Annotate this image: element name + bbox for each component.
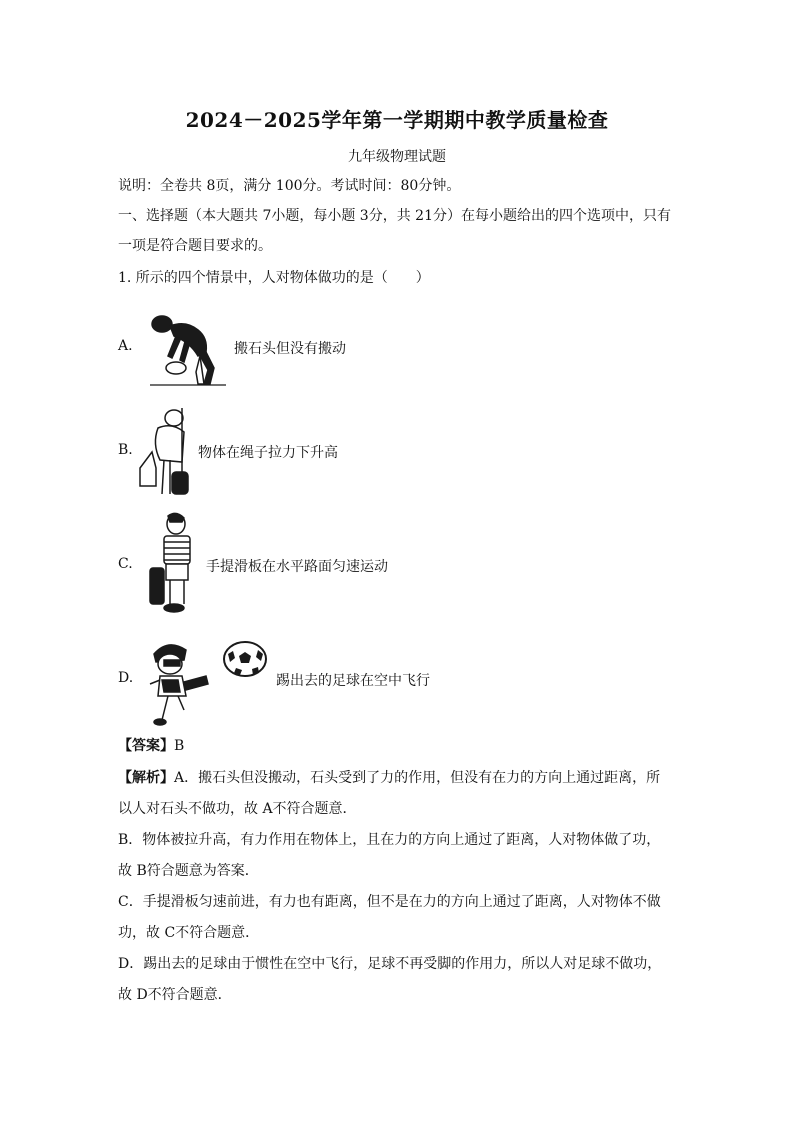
answer-label: 【答案】 <box>118 738 174 754</box>
page-subtitle: 九年级物理试题 <box>348 149 446 165</box>
option-a-letter: A. <box>118 338 133 354</box>
analysis-line-3: B．物体被拉升高，有力作用在物体上，且在力的方向上通过了距离，人对物体做了功， <box>118 832 661 848</box>
section-instruction-line-2: 一项是符合题目要求的。 <box>118 238 272 254</box>
boy-kicking-football-icon <box>144 640 212 726</box>
page-title: 2024－2025学年第一学期期中教学质量检查 <box>185 108 609 132</box>
option-d-letter: D. <box>118 670 134 686</box>
option-c-letter: C. <box>118 556 133 572</box>
boy-carrying-skateboard-icon <box>146 512 204 616</box>
analysis-line-4: 故 B符合题意为答案． <box>118 863 259 879</box>
analysis-line-8: 故 D不符合题意． <box>118 987 232 1003</box>
section-instruction-line-1: 一、选择题（本大题共 7小题，每小题 3分，共 21分）在每小题给出的四个选项中，只有 <box>118 208 671 224</box>
analysis-text-1: A．搬石头但没搬动，石头受到了力的作用，但没有在力的方向上通过距离，所 <box>174 770 661 786</box>
analysis-label: 【解析】 <box>118 770 174 786</box>
option-b-letter: B. <box>118 442 133 458</box>
option-a-text: 搬石头但没有搬动 <box>234 341 346 357</box>
analysis-line-1 <box>118 768 678 788</box>
answer-value: B <box>174 738 185 754</box>
question-stem: 1. 所示的四个情景中，人对物体做功的是（ ） <box>118 270 430 286</box>
analysis-line-5: C．手提滑板匀速前进，有力也有距离，但不是在力的方向上通过了距离，人对物体不做 <box>118 894 661 910</box>
answer-line <box>118 736 678 756</box>
person-pulling-rope-icon <box>138 408 200 498</box>
analysis-line-6: 功，故 C不符合题意． <box>118 925 260 941</box>
person-lifting-stone-icon <box>146 312 230 388</box>
option-b-text: 物体在绳子拉力下升高 <box>198 445 338 461</box>
football-icon <box>222 640 268 678</box>
analysis-line-7: D．踢出去的足球由于惯性在空中飞行，足球不再受脚的作用力，所以人对足球不做功， <box>118 956 662 972</box>
exam-note: 说明：全卷共 8页，满分 100分。考试时间：80分钟。 <box>118 178 461 194</box>
option-d-text: 踢出去的足球在空中飞行 <box>276 673 430 689</box>
analysis-line-2: 以人对石头不做功，故 A不符合题意． <box>118 801 357 817</box>
option-c-text: 手提滑板在水平路面匀速运动 <box>206 559 388 575</box>
